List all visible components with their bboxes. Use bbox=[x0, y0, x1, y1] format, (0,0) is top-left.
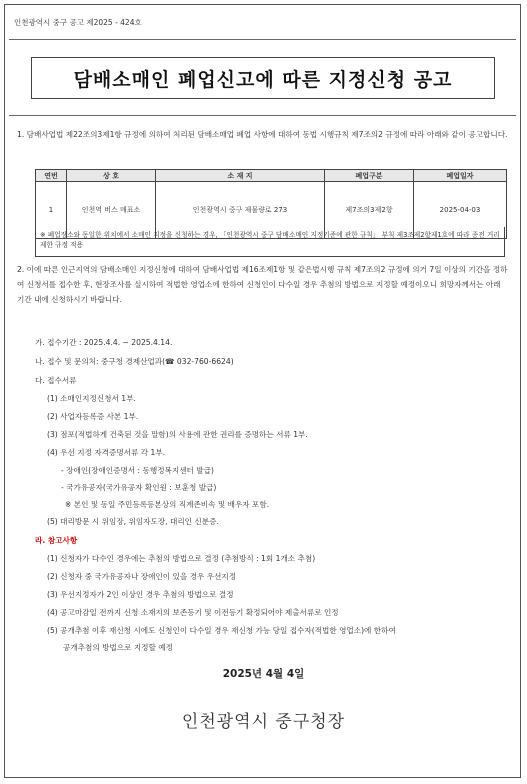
notice-date: 2025년 4월 4일 bbox=[222, 668, 305, 680]
note-item-5-cont: 공개추첨의 방법으로 지정할 예정 bbox=[63, 643, 173, 652]
notice-title: 담배소매인 폐업신고에 따른 지정신청 공고 bbox=[73, 68, 453, 91]
header-divider bbox=[9, 39, 516, 40]
note-item-3: (3) 우선지정자가 2인 이상인 경우 추첨의 방법으로 결정 bbox=[47, 590, 234, 599]
doc-item-2: (2) 사업자등록증 사본 1부. bbox=[47, 412, 139, 421]
note-item-2: (2) 신청자 중 국가유공자나 장애인이 있을 경우 우선지정 bbox=[47, 572, 237, 581]
issuer-name: 인천광역시 중구청장 bbox=[181, 712, 346, 732]
doc-item-4-veteran: - 국가유공자(국가유공자 확인원 : 보훈청 발급) bbox=[61, 483, 217, 492]
col-header-closure-date: 폐업일자 bbox=[414, 170, 507, 182]
paragraph-2: 2. 이에 따른 인근지역의 담배소매인 지정신청에 대하여 담배사업법 제16조제1항 및 같은법시행 규칙 제7조의2 규정에 의거 7일 이상의 기간을 정하여 신청서를 접수한 후, 현장조사를 실시하여 적법한 영업소에 한하여 신청인이 다수일 경우 추첨의 방법으로 지정할 예정이오니 희망자께서는 아래 기간 내에 신청하시기 바랍니다. bbox=[17, 265, 508, 304]
note-item-5: (5) 공개추첨 이후 재신청 시에도 신청인이 다수일 경우 재신청 가능 당일 접수자(적법한 영업소)에 한하여 bbox=[47, 626, 396, 635]
col-header-number: 연번 bbox=[36, 170, 67, 182]
item-contact: 나. 접수 및 문의처: 중구청 경제산업과(☎ 032-760-6624) bbox=[35, 357, 234, 366]
note-item-4: (4) 공고마감일 전까지 신청 소재지의 보존등기 및 이전등기 확정되어야 제출서류로 인정 bbox=[47, 608, 339, 617]
item-documents-heading: 다. 접수서류 bbox=[35, 376, 77, 385]
col-header-address: 소 재 지 bbox=[156, 170, 325, 182]
doc-item-5: (5) 대리방문 시 위임장, 위임자도장, 대리인 신분증. bbox=[47, 517, 219, 526]
notice-page bbox=[4, 4, 521, 778]
title-divider bbox=[9, 115, 516, 116]
table-header-row bbox=[36, 170, 507, 182]
col-header-closure-type: 폐업구분 bbox=[325, 170, 414, 182]
table-note: ※ 폐업장소와 동일한 위치에서 소매인 지정을 신청하는 경우, 「인천광역시 중구 담배소매인 지정기준에 관한 규칙」 부칙 제3조제2항제1호에 따라 종전 거리제한 규정 적용 bbox=[35, 227, 505, 257]
doc-item-3: (3) 점포(적법하게 건축된 것을 말함)의 사용에 관한 권리를 증명하는 서류 1부. bbox=[47, 430, 308, 439]
col-header-business-name: 상 호 bbox=[67, 170, 156, 182]
doc-item-4-note: ※ 본인 및 동일 주민등록등본상의 직계존비속 및 배우자 포함. bbox=[65, 500, 270, 509]
item-application-period: 가. 접수기간 : 2025.4.4. ~ 2025.4.14. bbox=[35, 338, 173, 347]
doc-item-1: (1) 소매인지정신청서 1부. bbox=[47, 394, 136, 403]
cell-closure-date: 2025-04-03 bbox=[414, 182, 507, 239]
cell-closure-type: 제7조의3제2항 bbox=[325, 182, 414, 239]
cell-business-name: 인천역 버스 매표소 bbox=[67, 182, 156, 239]
cell-number: 1 bbox=[36, 182, 67, 239]
cell-address: 인천광역시 중구 제물량로 273 bbox=[156, 182, 325, 239]
doc-item-4-disabled: - 장애인(장애인증명서 : 동행정복지센터 발급) bbox=[61, 466, 214, 475]
doc-item-4: (4) 우선 지정 자격증명서류 각 1부. bbox=[47, 448, 166, 457]
note-item-1: (1) 신청자가 다수인 경우에는 추첨의 방법으로 결정 (추첨방식 : 1회 1개소 추첨) bbox=[47, 554, 316, 563]
title-box bbox=[31, 57, 495, 99]
paragraph-1: 1. 담배사업법 제22조의3제1항 규정에 의하여 처리된 담배소매업 폐업 사항에 대하여 동법 시행규칙 제7조의2 규정에 따라 아래와 같이 공고합니다. bbox=[17, 130, 508, 139]
notice-number: 인천광역시 중구 공고 제2025 - 424호 bbox=[14, 18, 142, 27]
item-notes-heading: 라. 참고사항 bbox=[35, 536, 78, 545]
